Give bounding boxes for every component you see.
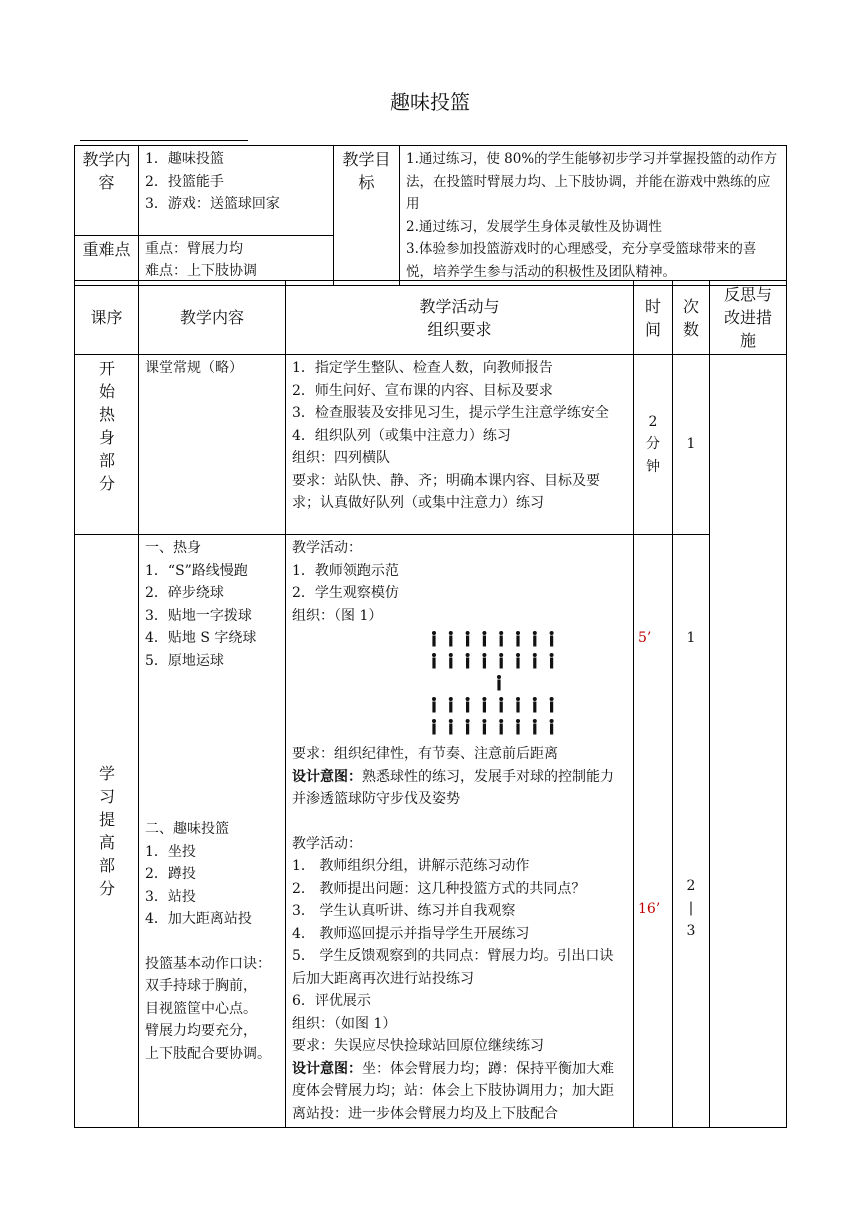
reflection-cell [710,355,787,1128]
student-figure [516,697,520,713]
activity-line: 3．检查服装及安排见习生，提示学生注意学练安全 [292,405,609,421]
col-activity-label: 组织要求 [427,319,492,339]
student-figure [516,653,520,669]
shoot-count: | [688,900,694,916]
shoot-item: 1．坐投 [145,843,196,860]
student-figure [466,653,470,669]
warmup-time: 5’ [638,630,652,646]
goal-label-cell [334,146,400,286]
section1-content: 课堂常规（略） [145,360,243,376]
section2-count-cell [673,535,710,1128]
col-time-header [634,281,673,355]
goal-items-cell [400,146,787,286]
student-figure [432,697,436,713]
mnemonic-line: 投篮基本动作口诀： [145,955,271,972]
shoot-item: 4．加大距离站投 [145,911,252,927]
student-figure [516,631,520,647]
content-items-cell [139,146,334,236]
col-order-header [75,281,139,355]
content-item: 3．游戏：送篮球回家 [145,196,280,212]
difficulty-label: 重难点 [82,239,131,259]
activity-line: 2．师生问好、宣布课的内容、目标及要求 [292,382,553,399]
student-figure [449,719,453,735]
difficulty-item: 难点：上下肢协调 [145,263,257,280]
goal-item: 2.通过练习，发展学生身体灵敏性及协调性 [406,218,662,235]
section1-time: 2分钟 [646,413,660,475]
activity-line: 1．教师领跑示范 [292,562,399,579]
section1-count: 1 [686,436,696,453]
difficulty-label-cell [75,235,139,285]
shoot-count: 3 [686,922,696,939]
section1-label: 开始热身部分 [99,359,116,493]
student-figure [550,631,554,647]
student-figure [499,653,503,669]
mnemonic-line: 上下肢配合要协调。 [145,1045,271,1062]
col-activity-header [286,281,634,355]
section1-count-cell [673,355,710,535]
col-order-label: 课序 [90,308,123,327]
student-figure [533,697,537,713]
activity-line: 6．评优展示 [292,993,371,1009]
activity-line: 要求：失误应尽快捡球站回原位继续练习 [292,1038,544,1054]
content-item: 1．趣味投篮 [145,151,224,167]
page-title: 趣味投篮 [390,90,470,114]
student-figure [432,631,436,647]
section1-content-cell [139,355,286,535]
warmup-item: 1．“S”路线慢跑 [145,562,248,579]
content-item: 2．投篮能手 [145,173,224,190]
student-figure [482,697,486,713]
col-content-label: 教学内容 [179,308,244,327]
activity-line: 教学活动： [292,540,362,556]
student-figure [499,631,503,647]
section2-label-cell [75,535,139,1128]
design-label: 设计意图： [292,1060,362,1077]
warmup-item: 2．碎步绕球 [145,585,224,601]
student-figure [550,697,554,713]
content-label: 教学内容 [82,150,131,192]
section1-activities-cell [286,355,634,535]
warmup-design: 熟悉球性的练习，发展手对球的控制能力并渗透篮球防守步伐及姿势 [292,768,614,807]
student-figure [432,719,436,735]
student-figure [466,719,470,735]
warmup-item: 一、热身 [145,540,201,556]
student-figure [432,653,436,669]
activity-line: 1． 教师组织分组，讲解示范练习动作 [292,858,530,874]
activity-line: 4． 教师巡回提示并指导学生开展练习 [292,925,530,942]
col-reflection-label: 反思与改进措施 [723,285,772,350]
student-figure [482,719,486,735]
lesson-header-table [74,145,787,286]
goal-item: 3.体验参加投篮游戏时的心理感受，充分享受篮球带来的喜悦，培养学生参与活动的积极性及团队精神。 [406,241,757,280]
student-figure [533,631,537,647]
student-figure [499,719,503,735]
shoot-item: 3．站投 [145,888,196,905]
header-rule [80,140,248,141]
goal-item: 1.通过练习，使 80%的学生能够初步学习并掌握投篮的动作方法，在投篮时臂展力均、上下肢协调，并能在游戏中熟练的应用 [406,151,778,212]
difficulty-items-cell [139,235,334,285]
activity-line: 1．指定学生整队、检查人数，向教师报告 [292,360,553,376]
warmup-item: 5．原地运球 [145,652,224,669]
activity-line: 组织：四列横队 [292,450,390,466]
student-figure [533,653,537,669]
activity-line: 教学活动： [292,835,362,852]
col-time-label: 时间 [644,296,661,339]
student-figure [482,631,486,647]
activity-line: 要求：站队快、静、齐；明确本课内容、目标及要求；认真做好队列（或集中注意力）练习 [292,472,600,511]
col-count-header [673,281,710,355]
student-figure [497,675,501,691]
warmup-count: 1 [686,630,696,646]
design-label: 设计意图： [292,768,362,785]
section2-time-cell [634,535,673,1128]
section1-label-cell [75,355,139,535]
col-activity-label: 教学活动与 [419,296,500,316]
student-figure [533,719,537,735]
shoot-design: 坐：体会臂展力均；蹲：保持平衡加大难度体会臂展力均；站：体会上下肢协调用力；加大距离站投：进一步体会臂展力均及上下肢配合 [292,1060,614,1122]
section2-label: 学习提高部分 [99,764,116,898]
activity-line: 组织：（如图 1） [292,1015,397,1032]
student-figure [449,653,453,669]
student-figure [466,631,470,647]
activity-line: 组织：（图 1） [292,607,383,624]
col-count-label: 次数 [682,296,699,339]
student-figure [516,719,520,735]
shoot-item: 2．蹲投 [145,866,196,882]
activity-line: 2． 教师提出问题：这几种投篮方式的共同点？ [292,880,586,897]
shoot-time: 16’ [638,900,661,917]
warmup-requirement: 要求：组织纪律性，有节奏、注意前后距离 [292,746,558,762]
section1-time-cell [634,355,673,535]
activity-line: 5． 学生反馈观察到的共同点：臂展力均。引出口诀后加大距离再次进行站投练习 [292,948,614,987]
student-figure [449,697,453,713]
mnemonic-line: 目视篮筐中心点。 [145,1000,257,1017]
student-figure [482,653,486,669]
warmup-item: 4．贴地 S 字绕球 [145,630,257,646]
student-figure [449,631,453,647]
activity-line: 2．学生观察模仿 [292,585,399,601]
lesson-body-table [74,280,787,1128]
content-label-cell [75,146,139,236]
shoot-count: 2 [686,877,696,894]
student-figure [550,653,554,669]
goal-label: 教学目标 [342,150,391,192]
student-figure [550,719,554,735]
difficulty-item: 重点：臂展力均 [145,240,243,257]
activity-line: 4．组织队列（或集中注意力）练习 [292,427,511,444]
student-figure [499,697,503,713]
student-figure [466,697,470,713]
section2-activities-cell [286,535,634,1128]
formation-figure [430,631,560,739]
activity-line: 3． 学生认真听讲、练习并自我观察 [292,903,516,919]
mnemonic-line: 双手持球于胸前， [145,978,257,994]
col-content-header [139,281,286,355]
shoot-item: 二、趣味投篮 [145,821,229,837]
warmup-item: 3．贴地一字拨球 [145,607,252,624]
col-reflection-header [710,281,787,355]
mnemonic-line: 臂展力均要充分， [145,1023,257,1039]
section2-content-cell [139,535,286,1128]
